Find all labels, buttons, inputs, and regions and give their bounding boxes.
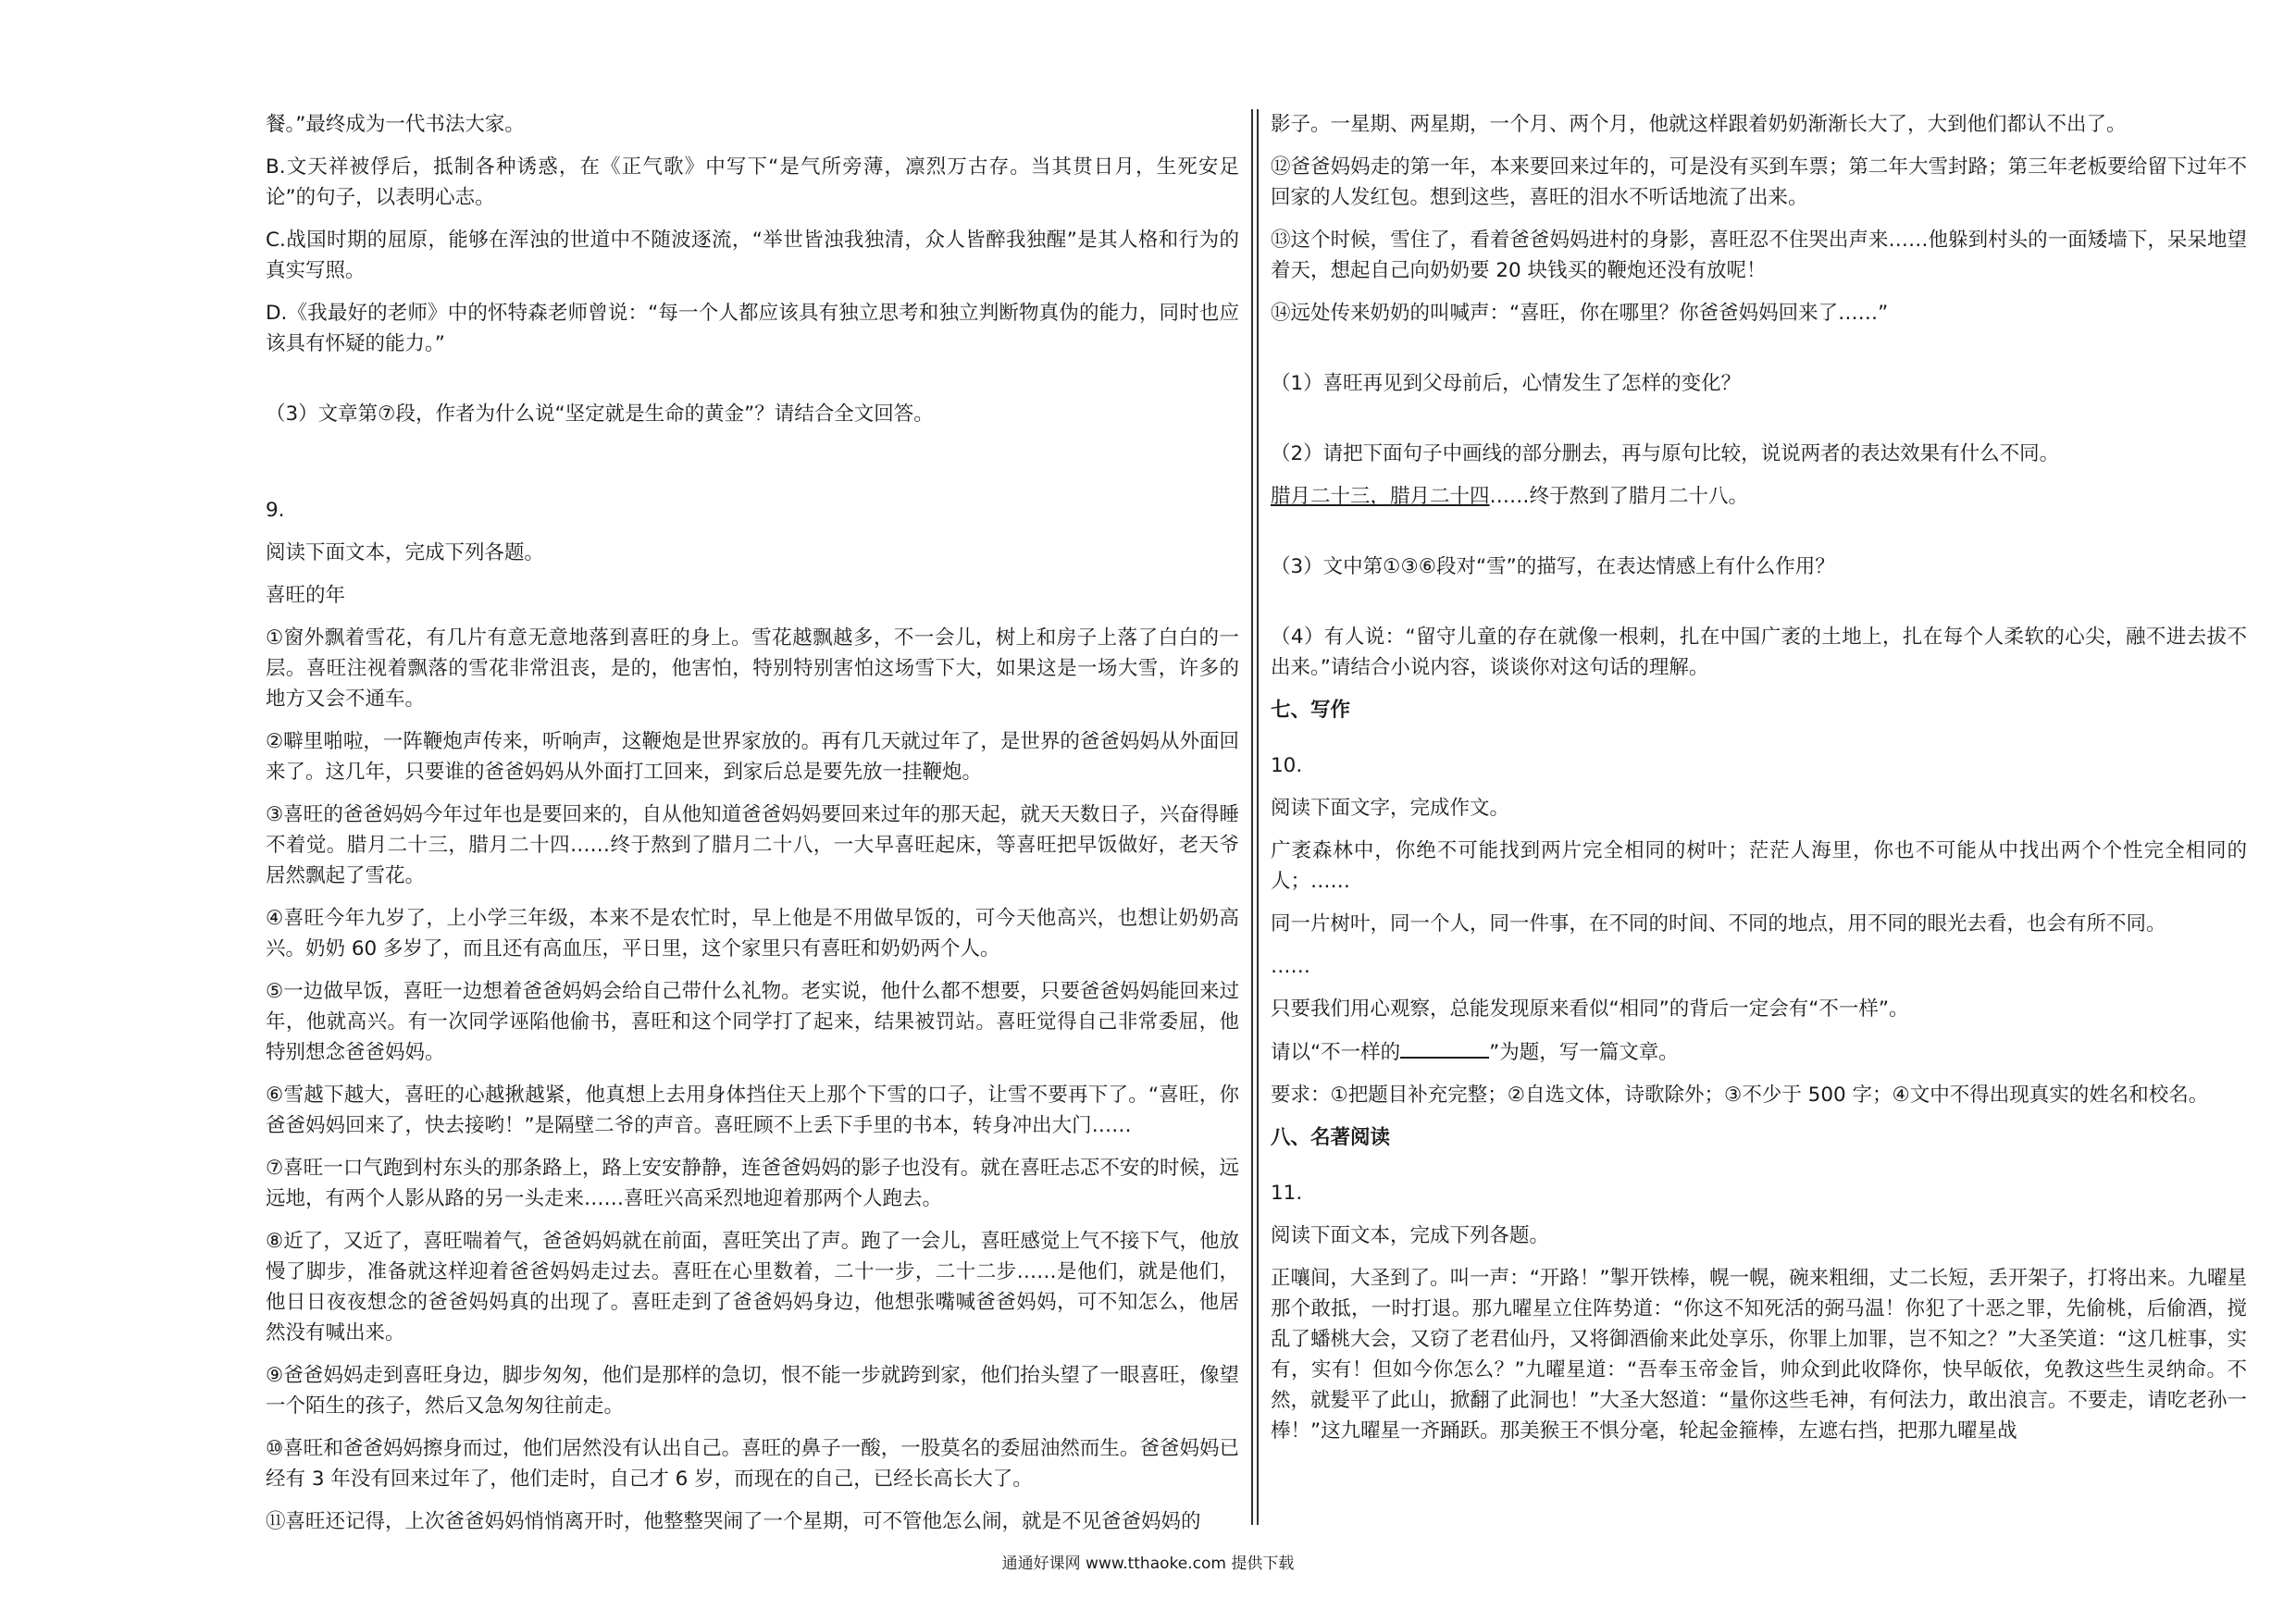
title-blank xyxy=(1400,1036,1489,1059)
question-10-intro: 阅读下面文字，完成作文。 xyxy=(1271,797,1510,820)
question-10-number: 10. xyxy=(1271,754,1303,777)
spacer xyxy=(266,441,1239,495)
column-divider-line-2 xyxy=(1257,109,1259,1525)
story-paragraph-2: ②噼里啪啦，一阵鞭炮声传来，听响声，这鞭炮是世界家放的。再有几天就过年了，是世界的爸爸妈妈从外面回来了。这几年，只要谁的爸爸妈妈从外面打工回来，到家后总是要先放一挂鞭炮。 xyxy=(266,730,1239,784)
story-paragraph-8: ⑧近了，又近了，喜旺喘着气，爸爸妈妈就在前面，喜旺笑出了声。跑了一会儿，喜旺感觉上气不接下气，他放慢了脚步，准备就这样迎着爸爸妈妈走过去。喜旺在心里数着，二十一步，二十二步……是他们，就是他们，他日日夜夜想念的爸爸妈妈真的出现了。喜旺走到了爸爸妈妈身边，他想张嘴喊爸爸妈妈，可不知怎么，他居然没有喊出来。 xyxy=(266,1230,1239,1344)
story-paragraph-11-continued: 影子。一星期、两星期，一个月、两个月，他就这样跟着奶奶渐渐长大了，大到他们都认不出了。 xyxy=(1271,113,2127,136)
instruction-start: 请以“不一样的 xyxy=(1271,1041,1401,1064)
story-paragraph-9: ⑨爸爸妈妈走到喜旺身边，脚步匆匆，他们是那样的急切，恨不能一步就跨到家，他们抬头望了一眼喜旺，像望一个陌生的孩子，然后又急匆匆往前走。 xyxy=(266,1364,1239,1418)
story-paragraph-7: ⑦喜旺一口气跑到村东头的那条路上，路上安安静静，连爸爸妈妈的影子也没有。就在喜旺忐忑不安的时候，远远地，有两个人影从路的另一头走来……喜旺兴高采烈地迎着那两个人跑去。 xyxy=(266,1157,1239,1210)
question-9-2: （2）请把下面句子中画线的部分删去，再与原句比较，说说两者的表达效果有什么不同。 xyxy=(1271,442,2060,465)
right-column xyxy=(1271,109,2247,1458)
spacer xyxy=(1271,1165,2247,1178)
page-footer: 通通好课网 www.tthaoke.com 提供下载 xyxy=(1001,1555,1295,1573)
option-c: C.战国时期的屈原，能够在浑浊的世道中不随波逐流，“举世皆浊我独清，众人皆醉我独醒”是其人格和行为的真实写照。 xyxy=(266,229,1239,282)
instruction-end: ”为题，写一篇文章。 xyxy=(1489,1041,1679,1064)
story-paragraph-6: ⑥雪越下越大，喜旺的心越揪越紧，他真想上去用身体挡住天上那个下雪的口子，让雪不要再下了。“喜旺，你爸爸妈妈回来了，快去接哟！”是隔壁二爷的声音。喜旺顾不上丢下手里的书本，转身冲出大门…… xyxy=(266,1084,1239,1137)
story-paragraph-1: ①窗外飘着雪花，有几片有意无意地落到喜旺的身上。雪花越飘越多，不一会儿，树上和房子上落了白白的一层。喜旺注视着飘落的雪花非常沮丧，是的，他害怕，特别特别害怕这场雪下大，如果这是一场大雪，许多的地方又会不通车。 xyxy=(266,626,1239,711)
section-heading-writing: 七、写作 xyxy=(1271,699,1351,722)
spacer xyxy=(1271,524,2247,551)
writing-prompt-2: 同一片树叶，同一个人，同一件事，在不同的时间、不同的地点，用不同的眼光去看，也会有所不同。 xyxy=(1271,912,2166,935)
question-8-3: （3）文章第⑦段，作者为什么说“坚定就是生命的黄金”？请结合全文回答。 xyxy=(266,403,934,426)
writing-prompt-1: 广袤森林中，你绝不可能找到两片完全相同的树叶；茫茫人海里，你也不可能从中找出两个个性完全相同的人；…… xyxy=(1271,839,2247,893)
story-paragraph-12: ⑫爸爸妈妈走的第一年，本来要回来过年的，可是没有买到车票；第二年大雪封路；第三年老板要给留下过年不回家的人发红包。想到这些，喜旺的泪水不听话地流了出来。 xyxy=(1271,155,2247,209)
question-9-3: （3）文中第①③⑥段对“雪”的描写，在表达情感上有什么作用？ xyxy=(1271,555,1835,578)
question-9-4: （4）有人说：“留守儿童的存在就像一根刺，扎在中国广袤的土地上，扎在每个人柔软的心尖，融不进去拔不出来。”请结合小说内容，谈谈你对这句话的理解。 xyxy=(1271,626,2247,679)
spacer xyxy=(1271,737,2247,750)
story-paragraph-13: ⑬这个时候，雪住了，看着爸爸妈妈进村的身影，喜旺忍不住哭出声来……他躲到村头的一面矮墙下，呆呆地望着天，想起自己向奶奶要 20 块钱买的鞭炮还没有放呢！ xyxy=(1271,229,2247,282)
question-11-intro: 阅读下面文本，完成下列各题。 xyxy=(1271,1224,1550,1247)
spacer xyxy=(1271,411,2247,439)
question-9-1: （1）喜旺再见到父母前后，心情发生了怎样的变化？ xyxy=(1271,372,1742,395)
writing-prompt-3: 只要我们用心观察，总能发现原来看似“相同”的背后一定会有“不一样”。 xyxy=(1271,997,1909,1021)
question-9-intro: 阅读下面文本，完成下列各题。 xyxy=(266,541,545,564)
writing-title-instruction xyxy=(1271,1036,2247,1068)
spacer xyxy=(266,371,1239,399)
option-d: D.《我最好的老师》中的怀特森老师曾说：“每一个人都应该具有独立思考和独立判断物真伪的能力，同时也应该具有怀疑的能力。” xyxy=(266,302,1239,355)
option-a-continued: 餐。”最终成为一代书法大家。 xyxy=(266,113,525,136)
option-b: B.文天祥被俘后，抵制各种诱惑，在《正气歌》中写下“是气所旁薄，凛烈万古存。当其贯日月，生死安足论”的句子，以表明心志。 xyxy=(266,155,1239,209)
column-divider-line-1 xyxy=(1251,109,1253,1525)
question-11-number: 11. xyxy=(1271,1182,1303,1205)
writing-requirements: 要求：①把题目补充完整；②自选文体，诗歌除外；③不少于 500 字；④文中不得出现真实的姓名和校名。 xyxy=(1271,1084,2209,1107)
left-column xyxy=(266,109,1239,1549)
story-paragraph-4: ④喜旺今年九岁了，上小学三年级，本来不是农忙时，早上他是不用做早饭的，可今天他高兴，也想让奶奶高兴。奶奶 60 多岁了，而且还有高血压，平日里，这个家里只有喜旺和奶奶两个人。 xyxy=(266,907,1239,960)
sentence-rest: ……终于熬到了腊月二十八。 xyxy=(1489,485,1749,508)
story-title: 喜旺的年 xyxy=(266,584,346,607)
story-paragraph-3: ③喜旺的爸爸妈妈今年过年也是要回来的，自从他知道爸爸妈妈要回来过年的那天起，就天天数日子，兴奋得睡不着觉。腊月二十三，腊月二十四……终于熬到了腊月二十八，一大早喜旺起床，等喜旺把早饭做好，老天爷居然飘起了雪花。 xyxy=(266,803,1239,887)
story-paragraph-10: ⑩喜旺和爸爸妈妈擦身而过，他们居然没有认出自己。喜旺的鼻子一酸，一股莫名的委屈油然而生。爸爸妈妈已经有 3 年没有回来过年了，他们走时，自己才 6 岁，而现在的自己，已经长高长大了。 xyxy=(266,1437,1239,1491)
story-paragraph-5: ⑤一边做早饭，喜旺一边想着爸爸妈妈会给自己带什么礼物。老实说，他什么都不想要，只要爸爸妈妈能回来过年，他就高兴。有一次同学诬陷他偷书，喜旺和这个同学打了起来，结果被罚站。喜旺觉得自己非常委屈，他特别想念爸爸妈妈。 xyxy=(266,980,1239,1064)
spacer xyxy=(1271,594,2247,622)
writing-prompt-ellipsis: …… xyxy=(1271,955,1310,978)
story-paragraph-11: ⑪喜旺还记得，上次爸爸妈妈悄悄离开时，他整整哭闹了一个星期，可不管他怎么闹，就是不见爸爸妈妈的 xyxy=(266,1510,1201,1533)
story-paragraph-14: ⑭远处传来奶奶的叫喊声：“喜旺，你在哪里？你爸爸妈妈回来了……” xyxy=(1271,302,1889,325)
spacer xyxy=(1271,341,2247,368)
classic-excerpt: 正嚷间，大圣到了。叫一声：“开路！”掣开铁棒，幌一幌，碗来粗细，丈二长短，丢开架子，打将出来。九曜星那个敢抵，一时打退。那九曜星立住阵势道：“你这不知死活的弼马温！你犯了十恶之罪，先偷桃，后偷酒，搅乱了蟠桃大会，又窃了老君仙丹，又将御酒偷来此处享乐，你罪上加罪，岂不知之？”大圣笑道：“这几桩事，实有，实有！但如今你怎么？”九曜星道：“吾奉玉帝金旨，帅众到此收降你，快早皈依，免教这些生灵纳命。不然，就髮平了此山，掀翻了此洞也！”大圣大怒道：“量你这些毛神，有何法力，敢出浪言。不要走，请吃老孙一棒！”这九曜星一齐踊跃。那美猴王不惧分毫，轮起金箍棒，左遮右挡，把那九曜星战 xyxy=(1271,1267,2247,1443)
section-heading-classics: 八、名著阅读 xyxy=(1271,1126,1391,1149)
underlined-phrase: 腊月二十三，腊月二十四 xyxy=(1271,485,1490,508)
question-9-2-sentence xyxy=(1271,481,2247,512)
question-9-number: 9. xyxy=(266,499,285,522)
